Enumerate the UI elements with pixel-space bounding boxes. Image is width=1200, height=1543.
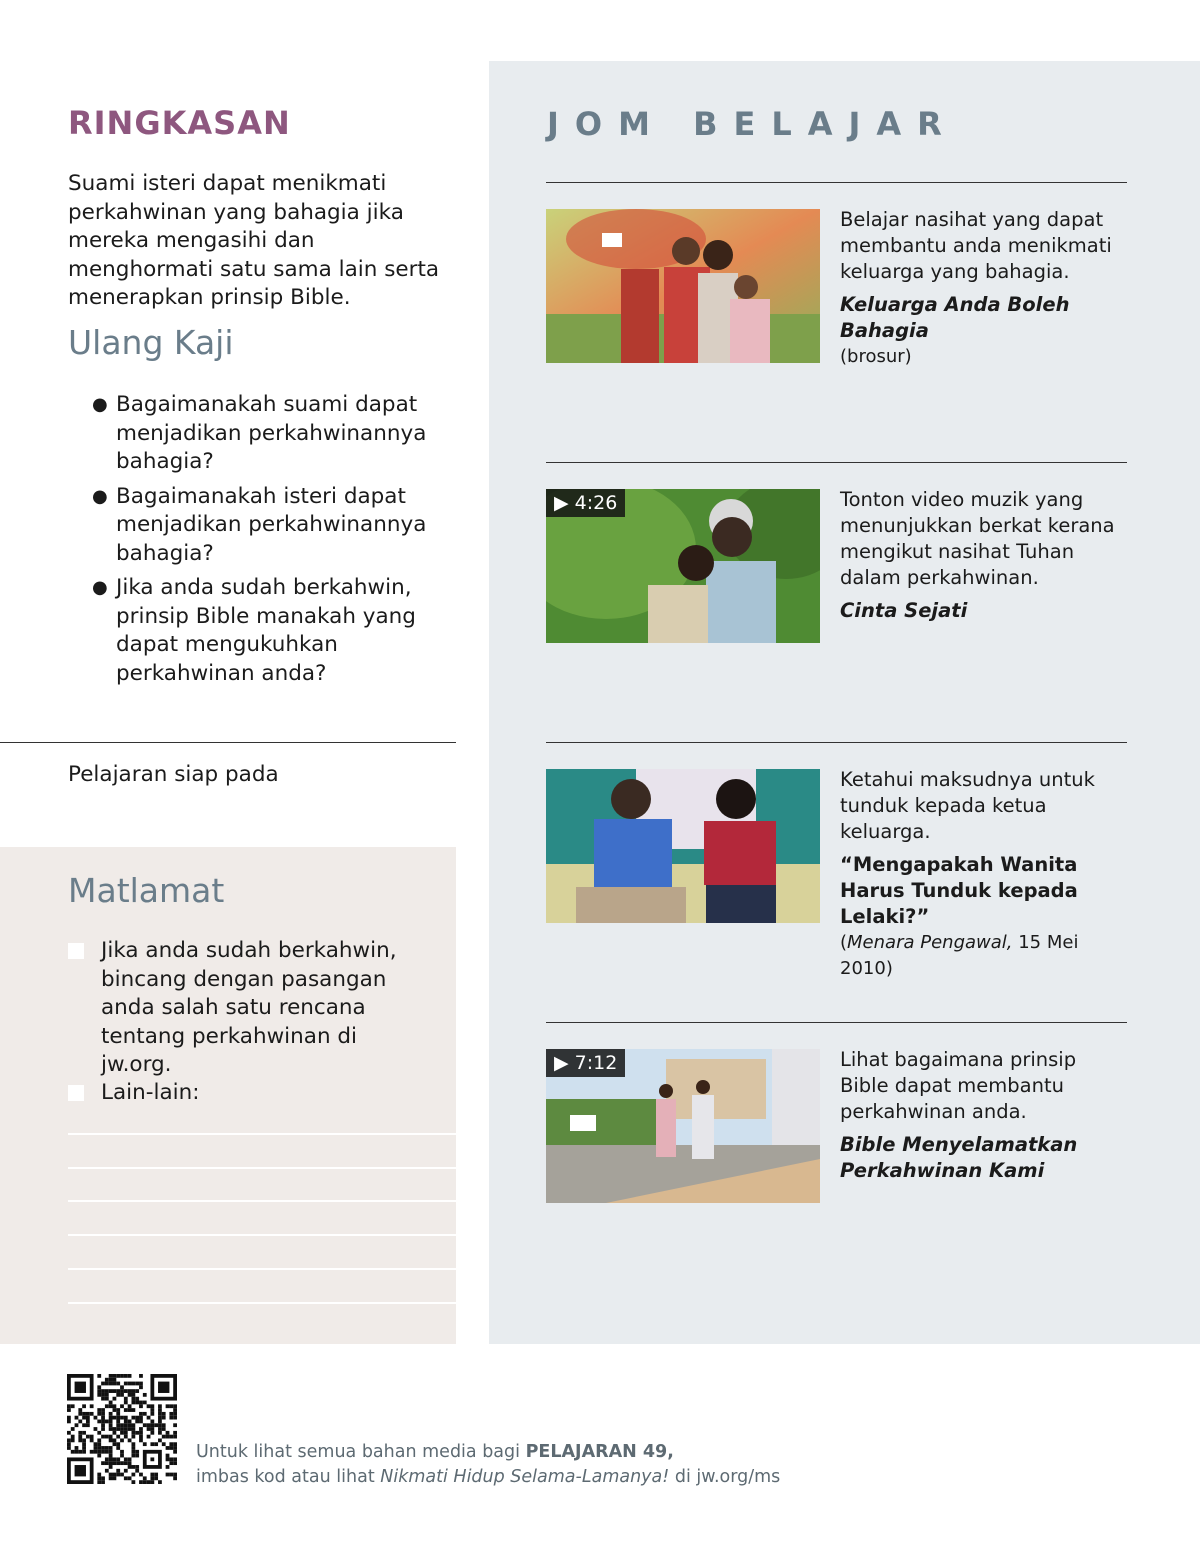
media-description: Belajar nasihat yang dapat membantu anda menikmati keluarga yang bahagia. (840, 208, 1112, 283)
footer-line1-prefix: Untuk lihat semua bahan media bagi (196, 1442, 520, 1462)
write-line[interactable] (68, 1167, 456, 1169)
media-source-link[interactable]: Keluarga Anda Boleh Bahagia (840, 293, 1070, 342)
write-line[interactable] (68, 1133, 456, 1135)
publication-name: Menara Pengawal, (847, 932, 1013, 953)
goals-box (0, 847, 456, 1344)
media-item-brochure[interactable] (546, 209, 1127, 365)
publication-date: 15 Mei 2010 (840, 932, 1079, 979)
video-duration-badge: ▶ 4:26 (546, 489, 625, 517)
media-source-link[interactable]: “Mengapakah Wanita Harus Tunduk kepada Lelaki?” (840, 853, 1078, 928)
summary-text: Suami isteri dapat menikmati perkahwinan yang bahagia jika mereka mengasihi dan menghormati satu sama lain serta menerapkan prinsip Bible. (68, 171, 440, 310)
write-line[interactable] (68, 1302, 456, 1304)
goal-item (68, 1079, 428, 1108)
media-note: (brosur) (840, 346, 912, 367)
goal-item (68, 937, 428, 1080)
summary-title: RINGKASAN (68, 104, 291, 142)
bullet-icon: ● (92, 485, 108, 507)
media-description: Lihat bagaimana prinsip Bible dapat membantu perkahwinan anda. (840, 1048, 1077, 1123)
study-panel (489, 61, 1200, 1344)
study-divider (546, 1022, 1127, 1023)
write-line[interactable] (68, 1268, 456, 1270)
bullet-icon: ● (92, 394, 108, 415)
review-question (90, 391, 440, 477)
goal-checkbox[interactable] (68, 1085, 84, 1101)
footer-book-title: Nikmati Hidup Selama-Lamanya! (380, 1467, 670, 1487)
goal-checkbox[interactable] (68, 943, 84, 959)
write-line[interactable] (68, 1200, 456, 1202)
left-divider (0, 742, 456, 743)
ready-text: Pelajaran siap pada (68, 762, 279, 787)
goal-text: Jika anda sudah berkahwin, bincang dengan pasangan anda salah satu rencana tentang perkahwinan di jw.org. (101, 938, 397, 1077)
goal-text: Lain-lain: (101, 1080, 200, 1105)
media-description: Tonton video muzik yang menunjukkan berkat kerana mengikut nasihat Tuhan dalam perkahwinan. (840, 488, 1115, 589)
family-photo-thumbnail[interactable] (546, 209, 820, 363)
media-source-link[interactable]: Bible Menyelamatkan Perkahwinan Kami (840, 1133, 1078, 1182)
media-item-video-bible-menyelamatkan[interactable] (546, 1049, 1127, 1205)
footer-link[interactable]: di jw.org/ms (674, 1467, 781, 1487)
qr-code[interactable] (67, 1374, 177, 1484)
footer-text (196, 1440, 780, 1490)
study-divider (546, 182, 1127, 183)
media-item-article[interactable] (546, 768, 1127, 979)
study-title: JOM BELAJAR (547, 105, 958, 143)
review-question (90, 483, 440, 569)
footer-lesson: PELAJARAN 49, (525, 1442, 674, 1462)
video-duration-badge: ▶ 7:12 (546, 1049, 625, 1077)
media-source-link[interactable]: Cinta Sejati (840, 599, 968, 622)
video-thumbnail[interactable] (546, 1049, 820, 1203)
study-divider (546, 742, 1127, 743)
media-description: Ketahui maksudnya untuk tunduk kepada ketua keluarga. (840, 768, 1095, 843)
media-item-video-cinta-sejati[interactable] (546, 489, 1127, 645)
bullet-icon: ● (92, 577, 108, 598)
goals-title: Matlamat (68, 871, 225, 910)
review-list (90, 391, 440, 694)
review-question-text: Bagaimanakah suami dapat menjadikan perkahwinannya bahagia? (116, 392, 427, 474)
couple-photo-thumbnail[interactable] (546, 769, 820, 923)
review-question (90, 574, 440, 688)
study-divider (546, 462, 1127, 463)
review-title: Ulang Kaji (68, 323, 234, 362)
review-question-text: Bagaimanakah isteri dapat menjadikan perkahwinannya bahagia? (116, 483, 427, 566)
video-thumbnail[interactable] (546, 489, 820, 643)
write-line[interactable] (68, 1234, 456, 1236)
media-note: (Menara Pengawal, 15 Mei 2010) (840, 932, 1079, 979)
review-question-text: Jika anda sudah berkahwin, prinsip Bible manakah yang dapat mengukuhkan perkahwinan anda? (116, 575, 416, 686)
footer-line2-prefix: imbas kod atau lihat (196, 1467, 375, 1487)
